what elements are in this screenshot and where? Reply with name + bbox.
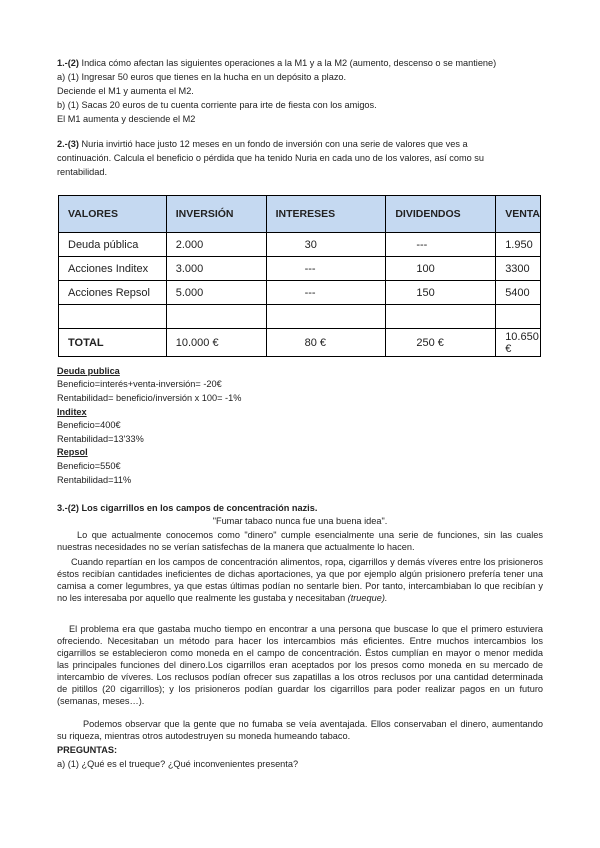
q1-answer-b: El M1 aumenta y desciende el M2 [57,114,196,124]
header-inversion: INVERSIÓN [166,196,266,233]
cell-intereses: 30 [266,233,386,257]
cell-empty [266,305,386,329]
cell-total-dividendos: 250 € [386,329,496,357]
q3-paragraph-1: Lo que actualmente conocemos como "dinero" cumple esencialmente una serie de funciones, sin las cuales nuestras necesidades no se verían satisfechas de la manera que actualmente lo hacen. [57,530,543,552]
q2-text-line2: continuación. Calcula el beneficio o pérdida que ha tenido Nuria en cada uno de los valores, así como su [57,153,484,163]
cell-empty [386,305,496,329]
table-row [59,281,541,305]
cell-dividendos: 150 [386,281,496,305]
q3-paragraph-2-emphasis: (trueque). [347,593,388,603]
answer-repsol-heading: Repsol [57,447,88,457]
q3-paragraph-3: El problema era que gastaba mucho tiempo en encontrar a una persona que buscase lo que el primero estuviera ofreciendo. Necesitaban un método para hacer los intercambios más eficientes. Entre muchos intercambios los cigarrillos se establecieron como moneda en el campo de concentración. Éstos cumplían en mayor o menor medida las principales funciones del dinero.Los cigarrillos eran aceptados por los presos como moneda en su mercado de intercambio de víveres. Los reclusos podían ofrecer sus zapatillas a los otros reclusos por una cantidad determinada de pitillos (20 cigarrillos); y los prisioneros podían guardar los cigarrillos para poder realizar pagos en un futuro (semanas, meses…). [57,624,543,706]
q1-number: 1.- [57,58,68,68]
table-row [59,233,541,257]
q2-text-line1: Nuria invirtió hace justo 12 meses en un fondo de inversión con una serie de valores que ves a [78,139,468,149]
cell-intereses: --- [266,257,386,281]
q3-paragraph-4: Podemos observar que la gente que no fumaba se veía aventajada. Ellos conservaban el dinero, aumentando su riqueza, mientras otros autodestruyen su moneda humeando tabaco. [57,719,543,741]
table-header-row [59,196,541,233]
table-total-row [59,329,541,357]
header-valores: VALORES [59,196,167,233]
cell-intereses: --- [266,281,386,305]
cell-empty [59,305,167,329]
answer-repsol-beneficio: Beneficio=550€ [57,461,121,471]
q2-number: 2.- [57,139,68,149]
q1-item-a: a) (1) Ingresar 50 euros que tienes en la hucha en un depósito a plazo. [57,72,347,82]
cell-valor: Deuda pública [59,233,167,257]
cell-inversion: 5.000 [166,281,266,305]
q3-paragraph-2 [57,556,543,604]
cell-inversion: 3.000 [166,257,266,281]
q1-title [57,57,496,69]
cell-total-inversion: 10.000 € [166,329,266,357]
answer-deuda-beneficio: Beneficio=interés+venta-inversión= -20€ [57,379,222,389]
table-row [59,257,541,281]
q1-points: (2) [67,58,79,68]
q2-text-line3: rentabilidad. [57,167,108,177]
cell-inversion: 2.000 [166,233,266,257]
q3-quote: "Fumar tabaco nunca fue una buena idea". [212,516,388,526]
cell-total-venta: 10.650 € [496,329,541,357]
answer-deuda-rentabilidad: Rentabilidad= beneficio/inversión x 100= -1% [57,393,242,403]
investment-table [58,195,541,357]
q3-preguntas-heading: PREGUNTAS: [57,745,118,755]
answer-inditex-beneficio: Beneficio=400€ [57,420,121,430]
q1-item-b: b) (1) Sacas 20 euros de tu cuenta corriente para irte de fiesta con los amigos. [57,100,377,110]
header-dividendos: DIVIDENDOS [386,196,496,233]
cell-empty [496,305,541,329]
cell-venta: 1.950 [496,233,541,257]
cell-empty [166,305,266,329]
q2-points: (3) [67,139,79,149]
answer-inditex-rentabilidad: Rentabilidad=13'33% [57,434,144,444]
cell-total-label: TOTAL [59,329,167,357]
q1-answer-a: Deciende el M1 y aumenta el M2. [57,86,194,96]
q2-title [57,138,468,150]
answer-deuda-heading: Deuda publica [57,366,120,376]
header-intereses: INTERESES [266,196,386,233]
cell-venta: 5400 [496,281,541,305]
cell-total-intereses: 80 € [266,329,386,357]
cell-valor: Acciones Inditex [59,257,167,281]
answer-repsol-rentabilidad: Rentabilidad=11% [57,475,132,485]
q1-title-text: Indica cómo afectan las siguientes operaciones a la M1 y a la M2 (aumento, descenso o se mantiene) [78,58,497,68]
cell-venta: 3300 [496,257,541,281]
header-venta: VENTA [496,196,541,233]
cell-dividendos: 100 [386,257,496,281]
cell-valor: Acciones Repsol [59,281,167,305]
cell-dividendos: --- [386,233,496,257]
answer-inditex-heading: Inditex [57,407,87,417]
q3-title: 3.-(2) Los cigarrillos en los campos de concentración nazis. [57,503,318,513]
table-row-empty [59,305,541,329]
q3-paragraph-2-text: Cuando repartían en los campos de concentración alimentos, ropa, cigarrillos y demás víveres entre los prisioneros éstos recibían cantidades ineficientes de dichas aportaciones, ya que por ejemplo algún prisionero prefería tener una camisa a comer legumbres, ya que estas últimas podían no sentarle bien. Por tanto, intercambiaban lo que recibían y no les interesaba por aquello que realmente les gustaba y necesitaban [57,557,543,603]
q3-question-a: a) (1) ¿Qué es el trueque? ¿Qué inconvenientes presenta? [57,759,299,769]
